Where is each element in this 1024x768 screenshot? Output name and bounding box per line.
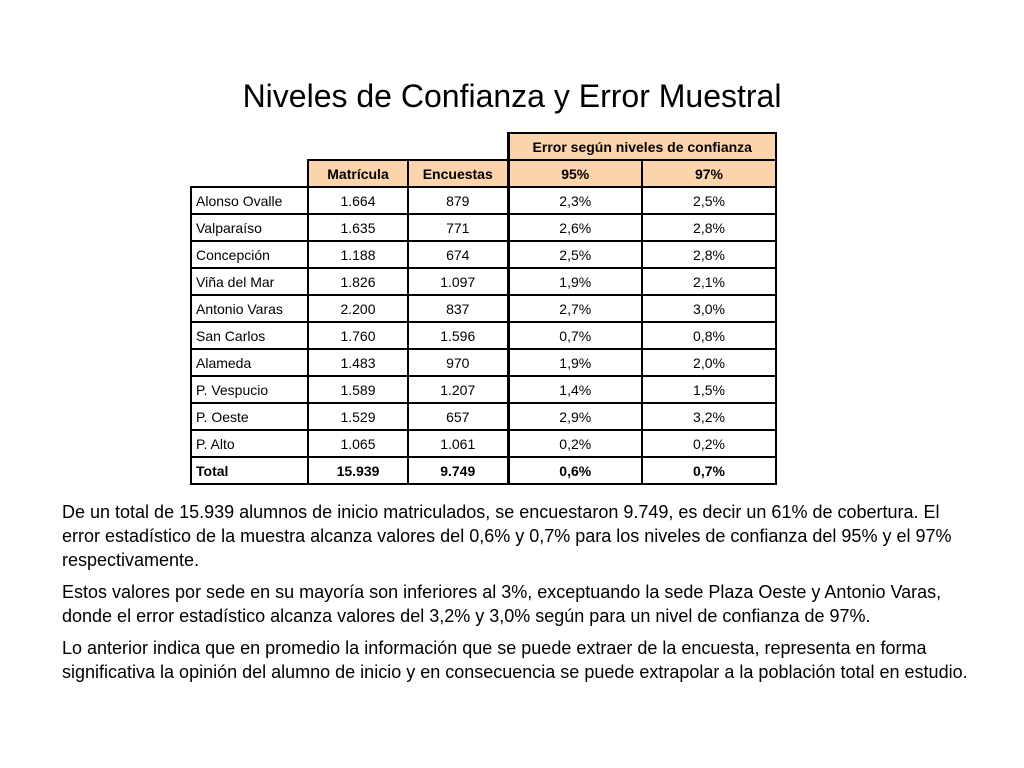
cell-sede: Alameda	[191, 349, 308, 376]
cell-e97: 2,8%	[642, 241, 776, 268]
group-header-row	[191, 133, 776, 160]
cell-matricula: 1.483	[308, 349, 408, 376]
cell-e95: 2,9%	[508, 403, 642, 430]
cell-e97: 3,2%	[642, 403, 776, 430]
cell-sede: San Carlos	[191, 322, 308, 349]
cell-e95: 0,6%	[508, 457, 642, 484]
cell-encuestas: 674	[408, 241, 508, 268]
cell-matricula: 1.529	[308, 403, 408, 430]
cell-encuestas: 1.097	[408, 268, 508, 295]
total-row	[191, 457, 776, 484]
cell-e97: 2,5%	[642, 187, 776, 214]
cell-e97: 2,1%	[642, 268, 776, 295]
cell-e95: 2,6%	[508, 214, 642, 241]
cell-sede: P. Alto	[191, 430, 308, 457]
paragraph: Estos valores por sede en su mayoría son inferiores al 3%, exceptuando la sede Plaza Oeste y Antonio Varas, donde el error estadístico alcanza valores del 3,2% y 3,0% según para un nivel de confianza de 97%.	[62, 582, 942, 626]
table-row	[191, 430, 776, 457]
cell-matricula: 1.826	[308, 268, 408, 295]
cell-e97: 2,0%	[642, 349, 776, 376]
group-header-cell: Error según niveles de confianza	[508, 133, 776, 160]
cell-e95: 1,9%	[508, 349, 642, 376]
cell-encuestas: 970	[408, 349, 508, 376]
header-95: 95%	[508, 160, 642, 187]
cell-sede: Antonio Varas	[191, 295, 308, 322]
cell-matricula: 1.188	[308, 241, 408, 268]
cell-sede: P. Vespucio	[191, 376, 308, 403]
cell-e95: 2,3%	[508, 187, 642, 214]
cell-matricula: 1.664	[308, 187, 408, 214]
cell-sede: Alonso Ovalle	[191, 187, 308, 214]
cell-e95: 2,5%	[508, 241, 642, 268]
error-table	[190, 132, 777, 485]
cell-e95: 0,7%	[508, 322, 642, 349]
cell-sede: P. Oeste	[191, 403, 308, 430]
cell-encuestas: 1.596	[408, 322, 508, 349]
cell-e95: 0,2%	[508, 430, 642, 457]
cell-e97: 2,8%	[642, 214, 776, 241]
cell-encuestas: 837	[408, 295, 508, 322]
cell-matricula: 2.200	[308, 295, 408, 322]
header-matricula: Matrícula	[308, 160, 408, 187]
cell-e97: 0,2%	[642, 430, 776, 457]
cell-matricula: 1.760	[308, 322, 408, 349]
cell-e95: 1,9%	[508, 268, 642, 295]
paragraph: Lo anterior indica que en promedio la información que se puede extraer de la encuesta, representa en forma significativa la opinión del alumno de inicio y en consecuencia se puede extrapolar a la población total en estudio.	[62, 638, 968, 682]
cell-e97: 3,0%	[642, 295, 776, 322]
cell-matricula: 1.635	[308, 214, 408, 241]
header-97: 97%	[642, 160, 776, 187]
cell-matricula: 1.065	[308, 430, 408, 457]
cell-e97: 0,7%	[642, 457, 776, 484]
cell-encuestas: 771	[408, 214, 508, 241]
cell-sede: Valparaíso	[191, 214, 308, 241]
table-row	[191, 241, 776, 268]
cell-encuestas: 1.207	[408, 376, 508, 403]
cell-encuestas: 879	[408, 187, 508, 214]
body-text	[62, 500, 982, 692]
cell-sede: Viña del Mar	[191, 268, 308, 295]
table-row	[191, 376, 776, 403]
header-encuestas: Encuestas	[408, 160, 508, 187]
cell-encuestas: 9.749	[408, 457, 508, 484]
table-row	[191, 403, 776, 430]
cell-sede: Total	[191, 457, 308, 484]
paragraph: De un total de 15.939 alumnos de inicio matriculados, se encuestaron 9.749, es decir un 61% de cobertura. El error estadístico de la muestra alcanza valores del 0,6% y 0,7% para los niveles de confianza del 95% y el 97% respectivamente.	[62, 502, 952, 570]
table-row	[191, 214, 776, 241]
cell-e97: 0,8%	[642, 322, 776, 349]
cell-matricula: 15.939	[308, 457, 408, 484]
table-row	[191, 268, 776, 295]
table-row	[191, 295, 776, 322]
cell-sede: Concepción	[191, 241, 308, 268]
table-row	[191, 349, 776, 376]
table-row	[191, 322, 776, 349]
table-row	[191, 187, 776, 214]
slide-title: Niveles de Confianza y Error Muestral	[242, 78, 782, 114]
cell-matricula: 1.589	[308, 376, 408, 403]
cell-encuestas: 657	[408, 403, 508, 430]
cell-e95: 2,7%	[508, 295, 642, 322]
cell-encuestas: 1.061	[408, 430, 508, 457]
cell-e95: 1,4%	[508, 376, 642, 403]
column-header-row	[191, 160, 776, 187]
cell-e97: 1,5%	[642, 376, 776, 403]
